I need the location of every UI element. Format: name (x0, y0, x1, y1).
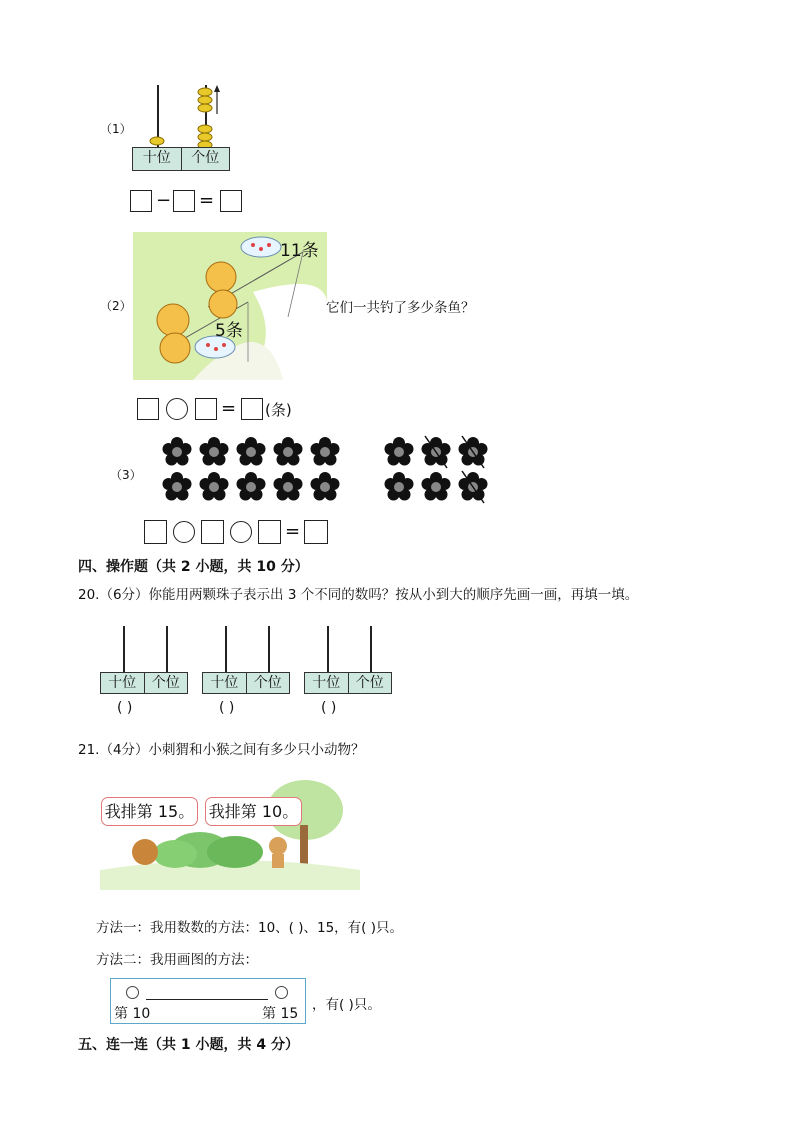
ones-bead (198, 104, 212, 112)
tens-bead (150, 137, 164, 145)
q1-place-value-table (132, 147, 230, 171)
cat-head (157, 304, 189, 336)
q3-operator-circle-2[interactable] (230, 521, 252, 543)
flower (163, 472, 192, 501)
ones-bead (198, 96, 212, 104)
q20-blank-1[interactable]: ( ) (117, 700, 133, 716)
q20-blank-2[interactable]: ( ) (219, 700, 235, 716)
flower (200, 472, 229, 501)
cat-body (160, 333, 190, 363)
minus-sign: − (156, 190, 172, 211)
q2-answer-box-2[interactable] (195, 398, 217, 420)
q3-number: （3） (110, 468, 142, 482)
count-bottom-label: 5条 (215, 321, 243, 341)
monkey (269, 837, 287, 855)
queue-illustration (100, 770, 360, 890)
q21-line-tail: ，有( )只。 (312, 997, 381, 1013)
q2-answer-box-1[interactable] (137, 398, 159, 420)
ones-label: 个位 (144, 673, 188, 693)
flower (274, 437, 303, 466)
tens-label: 十位 (142, 150, 171, 166)
q21-text: 21.（4分）小刺猬和小猴之间有多少只小动物？ (78, 742, 365, 758)
hedgehog (132, 839, 158, 865)
equals-sign: = (199, 190, 215, 211)
flower (422, 472, 451, 501)
q2-answer-box-3[interactable] (241, 398, 263, 420)
abacus-beads (140, 82, 220, 152)
q20-text: 20.（6分）你能用两颗珠子表示出 3 个不同的数吗？按从小到大的顺序先画一画，再填一填。 (78, 587, 639, 603)
cat-body (209, 290, 237, 318)
count-top-label: 11条 (280, 241, 319, 261)
flower (385, 472, 414, 501)
tens-label: 十位 (312, 675, 341, 691)
ones-bead (198, 125, 212, 133)
flower (385, 437, 414, 466)
flower (311, 472, 340, 501)
flower (163, 437, 192, 466)
ones-bead (198, 133, 212, 141)
q20-blank-3[interactable]: ( ) (321, 700, 337, 716)
number-line (146, 999, 268, 1000)
q2-question: 它们一共钓了多少条鱼？ (326, 300, 475, 316)
q3-answer-box-1[interactable] (144, 520, 167, 544)
q1-answer-box-3[interactable] (220, 190, 242, 212)
q2-unit: (条) (265, 401, 292, 419)
flower (237, 437, 266, 466)
tens-label: 十位 (108, 675, 137, 691)
flowers-illustration (155, 430, 495, 510)
ones-label: 个位 (246, 673, 290, 693)
q21-method1: 方法一：我用数数的方法：10、( )、15，有( )只。 (96, 920, 404, 936)
start-circle (126, 986, 139, 999)
ones-bead (198, 88, 212, 96)
ones-label: 个位 (181, 148, 230, 170)
q1-answer-box-2[interactable] (173, 190, 195, 212)
bubble-right: 我排第 10。 (205, 797, 302, 826)
q1-answer-box-1[interactable] (130, 190, 152, 212)
flower (274, 472, 303, 501)
flower (311, 437, 340, 466)
flower (237, 472, 266, 501)
q2-operator-circle[interactable] (166, 398, 188, 420)
flower (200, 437, 229, 466)
line-right-label: 第 15 (262, 1006, 299, 1022)
end-circle (275, 986, 288, 999)
tens-label: 十位 (210, 675, 239, 691)
q3-operator-circle-1[interactable] (173, 521, 195, 543)
ones-label: 个位 (348, 673, 392, 693)
section-4-heading: 四、操作题（共 2 小题，共 10 分） (78, 559, 309, 575)
equals-sign: = (221, 398, 237, 419)
line-left-label: 第 10 (114, 1006, 151, 1022)
q3-answer-box-2[interactable] (201, 520, 224, 544)
q3-answer-box-3[interactable] (258, 520, 281, 544)
q1-number: （1） (100, 122, 132, 136)
bubble-left: 我排第 15。 (101, 797, 198, 826)
equals-sign: = (285, 521, 301, 542)
q2-number: （2） (100, 299, 132, 313)
q21-method2: 方法二：我用画图的方法： (96, 952, 258, 968)
section-5-heading: 五、连一连（共 1 小题，共 4 分） (78, 1037, 299, 1053)
cat-head (206, 262, 236, 292)
q3-answer-box-4[interactable] (304, 520, 328, 544)
